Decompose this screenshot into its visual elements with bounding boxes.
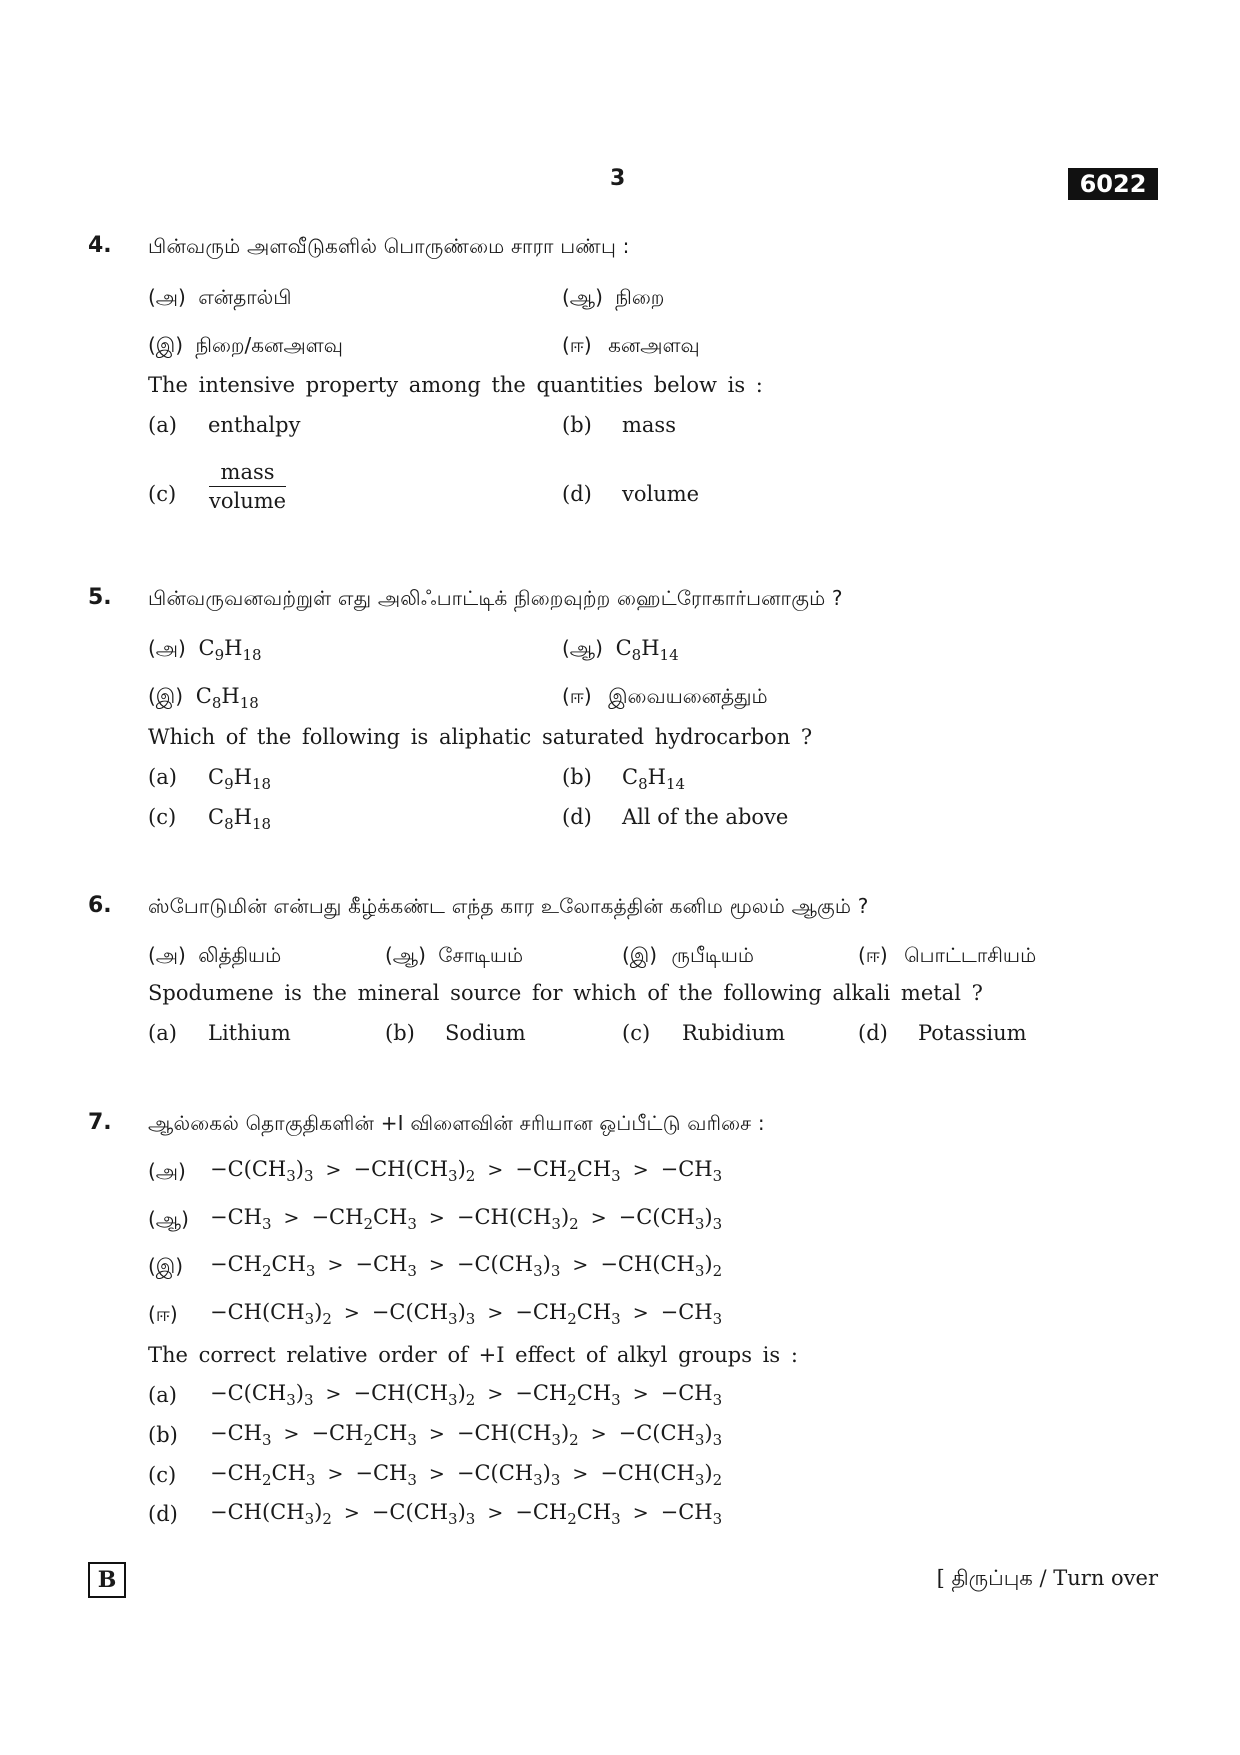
option-english — [562, 803, 862, 831]
greater-than-sign: > — [283, 1207, 300, 1229]
greater-than-sign: > — [428, 1207, 445, 1229]
question-number: 7. — [88, 1110, 112, 1135]
alkyl-group: $-CH_2CH_3$ — [515, 1381, 621, 1409]
option-label: (a) — [148, 765, 177, 789]
alkyl-group: $-CH_3$ — [210, 1421, 272, 1449]
page-number: 3 — [610, 166, 626, 191]
option-english — [622, 1019, 842, 1047]
greater-than-sign: > — [325, 1159, 342, 1181]
alkyl-group: $-CH(CH_3)_2$ — [456, 1421, 579, 1449]
option-text: Potassium — [918, 1021, 1027, 1045]
turn-over-note: [ திருப்புக / Turn over — [936, 1566, 1158, 1590]
greater-than-sign: > — [487, 1302, 504, 1324]
greater-than-sign: > — [632, 1302, 649, 1324]
option-text: என்தால்பி — [198, 285, 292, 309]
greater-than-sign: > — [283, 1423, 300, 1445]
alkyl-group: $-CH_3$ — [660, 1381, 723, 1409]
greater-than-sign: > — [590, 1423, 607, 1445]
option-tamil — [148, 682, 259, 710]
option-english — [148, 803, 448, 831]
series-code-box: B — [88, 1562, 126, 1598]
option-english — [148, 763, 448, 791]
alkyl-group: $-CH(CH_3)_2$ — [600, 1252, 723, 1280]
option-label: (ஆ) — [562, 636, 603, 660]
alkyl-group: $-CH_3$ — [660, 1300, 723, 1328]
greater-than-sign: > — [487, 1383, 504, 1405]
option-text: enthalpy — [208, 413, 301, 437]
option-label: (இ) — [148, 333, 184, 357]
alkyl-group: $-CH(CH_3)_2$ — [210, 1300, 332, 1328]
fraction-denominator: volume — [209, 489, 287, 513]
option-label: (b) — [385, 1021, 415, 1045]
option-label: (ஈ) — [562, 684, 592, 708]
greater-than-sign: > — [572, 1463, 589, 1485]
alkyl-group: $-C(CH_3)_3$ — [618, 1421, 723, 1449]
alkyl-group: $-CH(CH_3)_2$ — [456, 1205, 579, 1233]
option-tamil — [562, 283, 664, 311]
option-label: (a) — [148, 1021, 177, 1045]
alkyl-group: $-C(CH_3)_3$ — [210, 1381, 314, 1409]
option-label: (a) — [148, 1383, 177, 1407]
option-label: (b) — [562, 765, 592, 789]
option-text: பொட்டாசியம் — [904, 943, 1037, 967]
option-label: (ஆ) — [562, 285, 603, 309]
option-english — [385, 1019, 605, 1047]
option-label: (b) — [562, 413, 592, 437]
option-label: (c) — [622, 1021, 651, 1045]
question-stem-tamil: பின்வரும் அளவீடுகளில் பொருண்மை சாரா பண்பு : — [148, 234, 630, 258]
question-stem-english: The intensive property among the quantities below is : — [148, 373, 763, 397]
option-label: (இ) — [148, 1254, 184, 1278]
option-label: (ஆ) — [148, 1207, 189, 1231]
option-text: லித்தியம் — [198, 943, 282, 967]
option-tamil — [562, 331, 700, 359]
option-text: நிறை — [615, 285, 665, 309]
option-tamil — [148, 331, 343, 359]
option-label: (d) — [562, 482, 592, 506]
alkyl-group: $-CH_3$ — [210, 1205, 272, 1233]
option-label: (d) — [562, 805, 592, 829]
alkyl-group: $-C(CH_3)_3$ — [371, 1500, 476, 1528]
alkyl-group: $-CH_2CH_3$ — [515, 1157, 621, 1185]
fraction-numerator: mass — [209, 460, 286, 487]
option-label: (d) — [148, 1502, 178, 1526]
formula — [210, 1157, 723, 1185]
alkyl-group: $-CH_3$ — [660, 1157, 723, 1185]
option-label: (ஆ) — [385, 943, 426, 967]
formula: $C_8H_{14}$ — [615, 636, 679, 664]
alkyl-group: $-CH_2CH_3$ — [311, 1205, 417, 1233]
question-number: 5. — [88, 585, 112, 610]
option-label: (இ) — [148, 684, 184, 708]
option-tamil — [562, 634, 679, 662]
alkyl-group: $-CH_3$ — [355, 1252, 417, 1280]
formula — [210, 1381, 723, 1409]
option-text: நிறை/கனஅளவு — [195, 333, 343, 357]
alkyl-group: $-CH_2CH_3$ — [515, 1500, 621, 1528]
question-number: 6. — [88, 893, 112, 918]
alkyl-group: $-C(CH_3)_3$ — [618, 1205, 723, 1233]
formula — [210, 1300, 723, 1328]
alkyl-group: $-C(CH_3)_3$ — [456, 1252, 561, 1280]
option-label: (அ) — [148, 285, 186, 309]
option-tamil — [622, 941, 754, 969]
greater-than-sign: > — [343, 1502, 360, 1524]
option-text: சோடியம் — [438, 943, 524, 967]
question-stem-tamil: பின்வருவனவற்றுள் எது அலிஃபாட்டிக் நிறைவுற்ற ஹைட்ரோகார்பனாகும் ? — [148, 586, 843, 610]
greater-than-sign: > — [632, 1502, 649, 1524]
question-stem-english: Spodumene is the mineral source for which of the following alkali metal ? — [148, 981, 983, 1005]
formula — [210, 1421, 723, 1449]
alkyl-group: $-CH_3$ — [660, 1500, 723, 1528]
option-label: (இ) — [622, 943, 658, 967]
alkyl-group: $-CH_3$ — [355, 1461, 417, 1489]
formula: $C_8H_{18}$ — [208, 805, 272, 833]
option-label: (b) — [148, 1423, 178, 1447]
greater-than-sign: > — [327, 1254, 344, 1276]
formula: $C_8H_{18}$ — [195, 684, 259, 712]
formula — [210, 1205, 723, 1233]
option-text: இவையனைத்தும் — [608, 684, 768, 708]
option-label: (d) — [858, 1021, 888, 1045]
alkyl-group: $-CH_2CH_3$ — [311, 1421, 417, 1449]
option-tamil — [858, 941, 1036, 969]
option-label: (அ) — [148, 943, 186, 967]
greater-than-sign: > — [343, 1302, 360, 1324]
option-english — [562, 480, 862, 508]
option-label: (c) — [148, 805, 177, 829]
greater-than-sign: > — [487, 1502, 504, 1524]
option-label: (ஈ) — [148, 1302, 178, 1326]
greater-than-sign: > — [428, 1254, 445, 1276]
option-label: (a) — [148, 413, 177, 437]
option-label: (அ) — [148, 636, 186, 660]
option-tamil — [562, 682, 768, 710]
question-stem-english: The correct relative order of +I effect of alkyl groups is : — [148, 1343, 798, 1367]
option-english — [562, 411, 862, 439]
formula: $C_9H_{18}$ — [208, 765, 272, 793]
greater-than-sign: > — [428, 1463, 445, 1485]
formula: $C_8H_{14}$ — [622, 765, 686, 793]
option-label: (ஈ) — [858, 943, 888, 967]
greater-than-sign: > — [632, 1383, 649, 1405]
option-tamil — [148, 941, 281, 969]
alkyl-group: $-C(CH_3)_3$ — [210, 1157, 314, 1185]
option-label: (c) — [148, 1463, 177, 1487]
question-stem-english: Which of the following is aliphatic saturated hydrocarbon ? — [148, 725, 813, 749]
alkyl-group: $-CH(CH_3)_2$ — [210, 1500, 332, 1528]
option-text: ருபீடியம் — [671, 943, 754, 967]
greater-than-sign: > — [632, 1159, 649, 1181]
alkyl-group: $-C(CH_3)_3$ — [371, 1300, 476, 1328]
question-stem-tamil: ஆல்கைல் தொகுதிகளின் +I விளைவின் சரியான ஒப்பீட்டு வரிசை : — [148, 1111, 765, 1135]
greater-than-sign: > — [428, 1423, 445, 1445]
option-english — [148, 411, 448, 439]
alkyl-group: $-C(CH_3)_3$ — [456, 1461, 561, 1489]
option-text: Sodium — [445, 1021, 526, 1045]
greater-than-sign: > — [325, 1383, 342, 1405]
alkyl-group: $-CH_2CH_3$ — [515, 1300, 621, 1328]
greater-than-sign: > — [590, 1207, 607, 1229]
formula: $C_9H_{18}$ — [198, 636, 262, 664]
formula — [210, 1461, 723, 1489]
option-tamil — [385, 941, 523, 969]
option-text: Rubidium — [682, 1021, 786, 1045]
greater-than-sign: > — [327, 1463, 344, 1485]
formula — [210, 1500, 723, 1528]
option-english — [562, 763, 862, 791]
alkyl-group: $-CH_2CH_3$ — [210, 1252, 316, 1280]
fraction-mass-per-volume — [209, 460, 286, 513]
formula — [210, 1252, 723, 1280]
question-stem-tamil: ஸ்போடுமின் என்பது கீழ்க்கண்ட எந்த கார உலோகத்தின் கனிம மூலம் ஆகும் ? — [148, 894, 869, 918]
alkyl-group: $-CH(CH_3)_2$ — [353, 1381, 476, 1409]
option-tamil — [148, 283, 292, 311]
greater-than-sign: > — [572, 1254, 589, 1276]
alkyl-group: $-CH_2CH_3$ — [210, 1461, 316, 1489]
option-label: (c) — [148, 482, 177, 506]
question-number: 4. — [88, 233, 112, 258]
alkyl-group: $-CH(CH_3)_2$ — [353, 1157, 476, 1185]
option-english — [858, 1019, 1078, 1047]
alkyl-group: $-CH(CH_3)_2$ — [600, 1461, 723, 1489]
option-text: mass — [622, 413, 676, 437]
option-label: (ஈ) — [562, 333, 592, 357]
option-text: volume — [622, 482, 700, 506]
option-label: (அ) — [148, 1159, 186, 1183]
option-tamil — [148, 634, 262, 662]
greater-than-sign: > — [487, 1159, 504, 1181]
option-text: Lithium — [208, 1021, 291, 1045]
option-english — [148, 1019, 368, 1047]
option-text: All of the above — [622, 805, 789, 829]
paper-code-badge: 6022 — [1068, 168, 1158, 200]
option-text: கனஅளவு — [608, 333, 700, 357]
